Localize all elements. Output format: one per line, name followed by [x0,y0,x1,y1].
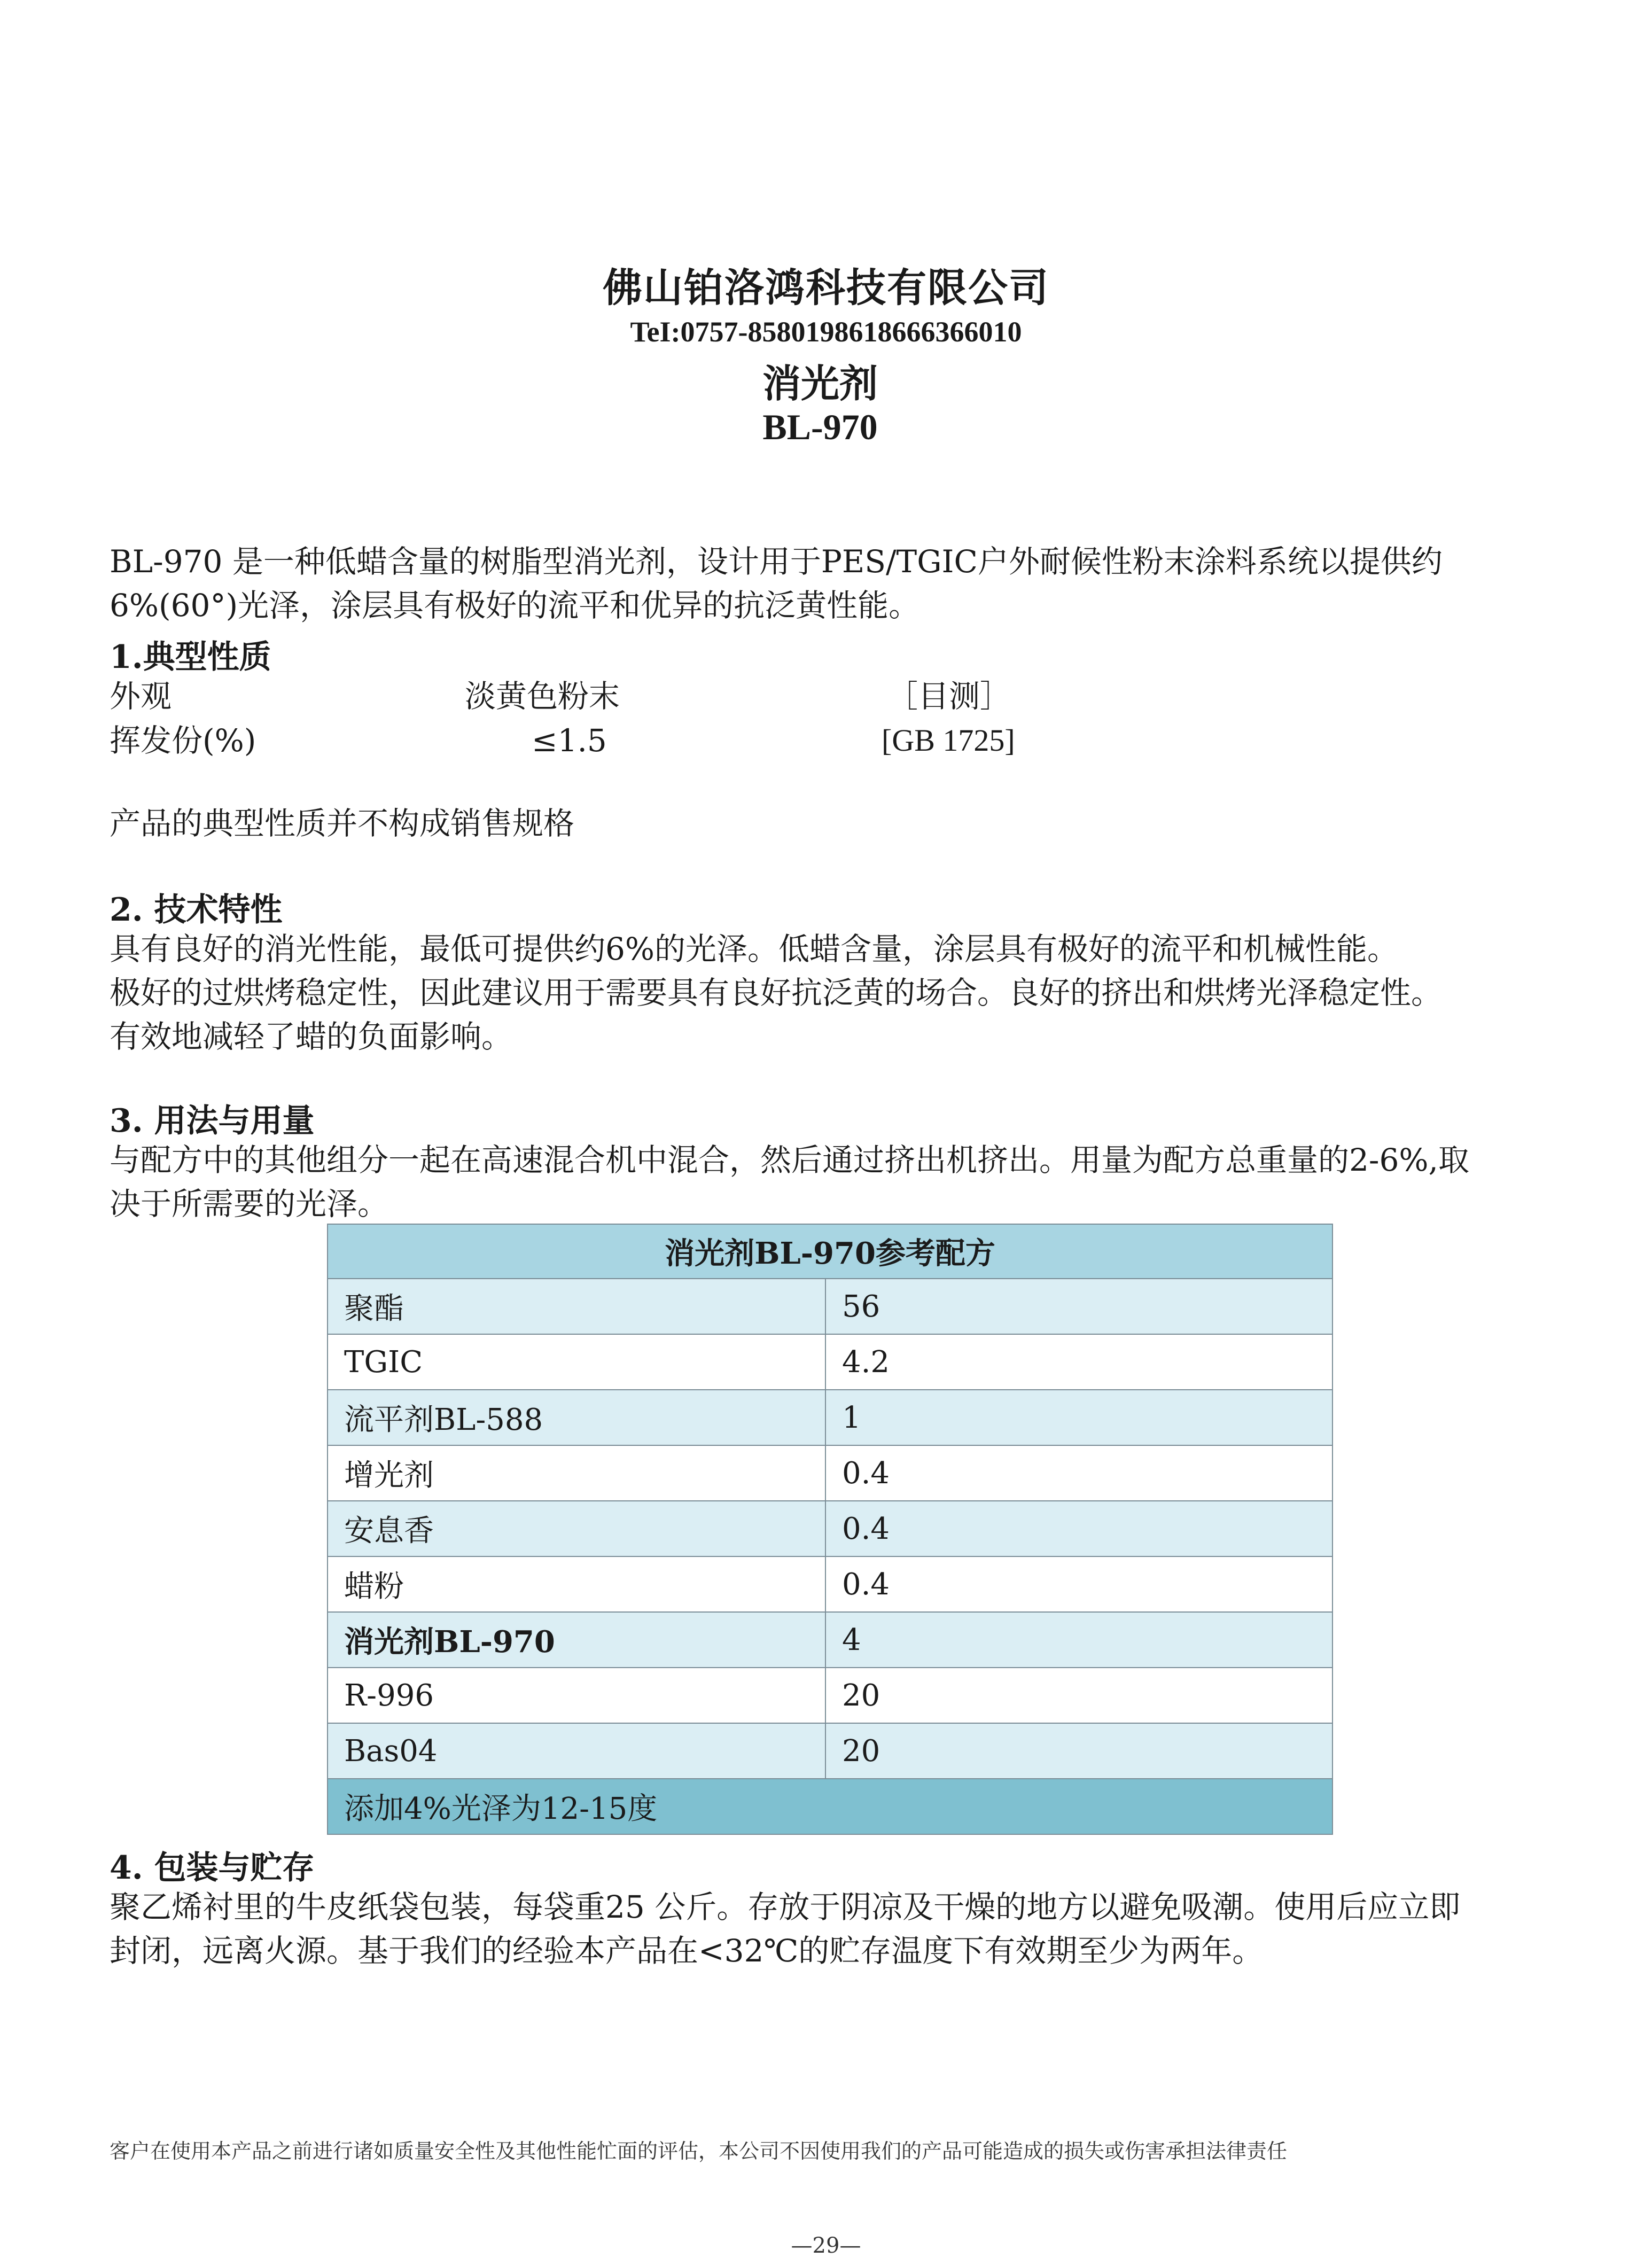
property-name-appearance: 外观 [110,678,172,714]
reference-formula-table [327,1224,1333,1835]
section-2-line-2: 极好的过烘烤稳定性，因此建议用于需要具有良好抗泛黄的场合。良好的挤出和烘烤光泽稳定性。 [110,975,1443,1011]
company-tel: TeI:0757-8580198618666366010 [630,316,1022,348]
section-2-heading: 2. 技术特性 [110,891,283,929]
table-row [328,1445,1332,1501]
table-cell-name: 聚酯 [328,1279,825,1334]
table-row [328,1668,1332,1723]
table-cell-name: R-996 [328,1668,825,1723]
section-4-line-2: 封闭，远离火源。基于我们的经验本产品在<32℃的贮存温度下有效期至少为两年。 [110,1933,1264,1969]
table-row [328,1612,1332,1668]
product-code: BL-970 [762,407,878,447]
table-cell-value: 0.4 [825,1445,1332,1501]
section-3-heading: 3. 用法与用量 [110,1102,315,1140]
table-note: 添加4%光泽为12-15度 [328,1779,1332,1834]
table-cell-value: 1 [825,1390,1332,1445]
company-name: 佛山铂洛鸿科技有限公司 [603,265,1049,311]
table-cell-value: 4.2 [825,1334,1332,1390]
section-2-line-3: 有效地减轻了蜡的负面影响。 [110,1018,513,1055]
table-row [328,1556,1332,1612]
table-cell-name: 增光剂 [328,1445,825,1501]
table-row [328,1390,1332,1445]
section-1-heading: 1.典型性质 [110,639,271,676]
table-row [328,1723,1332,1779]
table-cell-name: TGIC [328,1334,825,1390]
property-value-appearance: 淡黄色粉末 [465,678,620,714]
property-method-appearance: ［目测］ [887,678,1011,714]
property-value-volatile: ≤1.5 [532,722,607,759]
table-cell-name: 流平剂BL-588 [328,1390,825,1445]
property-method-volatile: [GB 1725] [882,723,1015,758]
table-cell-value: 0.4 [825,1501,1332,1556]
section-4-heading: 4. 包装与贮存 [110,1849,315,1887]
section-2-line-1: 具有良好的消光性能，最低可提供约6%的光泽。低蜡含量，涂层具有极好的流平和机械性能。 [110,931,1399,967]
section-4-line-1: 聚乙烯衬里的牛皮纸袋包装，每袋重25 公斤。存放于阴凉及干燥的地方以避免吸潮。使用后应立即 [110,1889,1461,1925]
section-1-note: 产品的典型性质并不构成销售规格 [110,805,575,842]
table-cell-value: 20 [825,1723,1332,1779]
table-cell-value: 4 [825,1612,1332,1668]
property-name-volatile: 挥发份(%) [110,722,256,759]
table-cell-name: 消光剂BL-970 [328,1612,825,1668]
footer-disclaimer: 客户在使用本产品之前进行诸如质量安全性及其他性能忙面的评估，本公司不因使用我们的产品可能造成的损失或伤害承担法律责任 [110,2139,1288,2163]
table-cell-name: Bas04 [328,1723,825,1779]
intro-line-2: 6%(60°)光泽，涂层具有极好的流平和优异的抗泛黄性能。 [110,587,920,624]
table-cell-value: 0.4 [825,1556,1332,1612]
table-cell-value: 56 [825,1279,1332,1334]
section-3-line-1: 与配方中的其他组分一起在高速混合机中混合，然后通过挤出机挤出。用量为配方总重量的2-6%,取 [110,1142,1469,1178]
table-title: 消光剂BL-970参考配方 [328,1224,1332,1279]
intro-line-1: BL-970 是一种低蜡含量的树脂型消光剂，设计用于PES/TGIC户外耐候性粉末涂料系统以提供约 [110,543,1443,580]
table-row [328,1334,1332,1390]
page-number: —29— [791,2233,861,2258]
table-cell-name: 安息香 [328,1501,825,1556]
section-3-line-2: 决于所需要的光泽。 [110,1186,389,1222]
table-cell-name: 蜡粉 [328,1556,825,1612]
table-cell-value: 20 [825,1668,1332,1723]
table-row [328,1501,1332,1556]
table-row [328,1279,1332,1334]
product-name: 消光剂 [762,361,878,406]
